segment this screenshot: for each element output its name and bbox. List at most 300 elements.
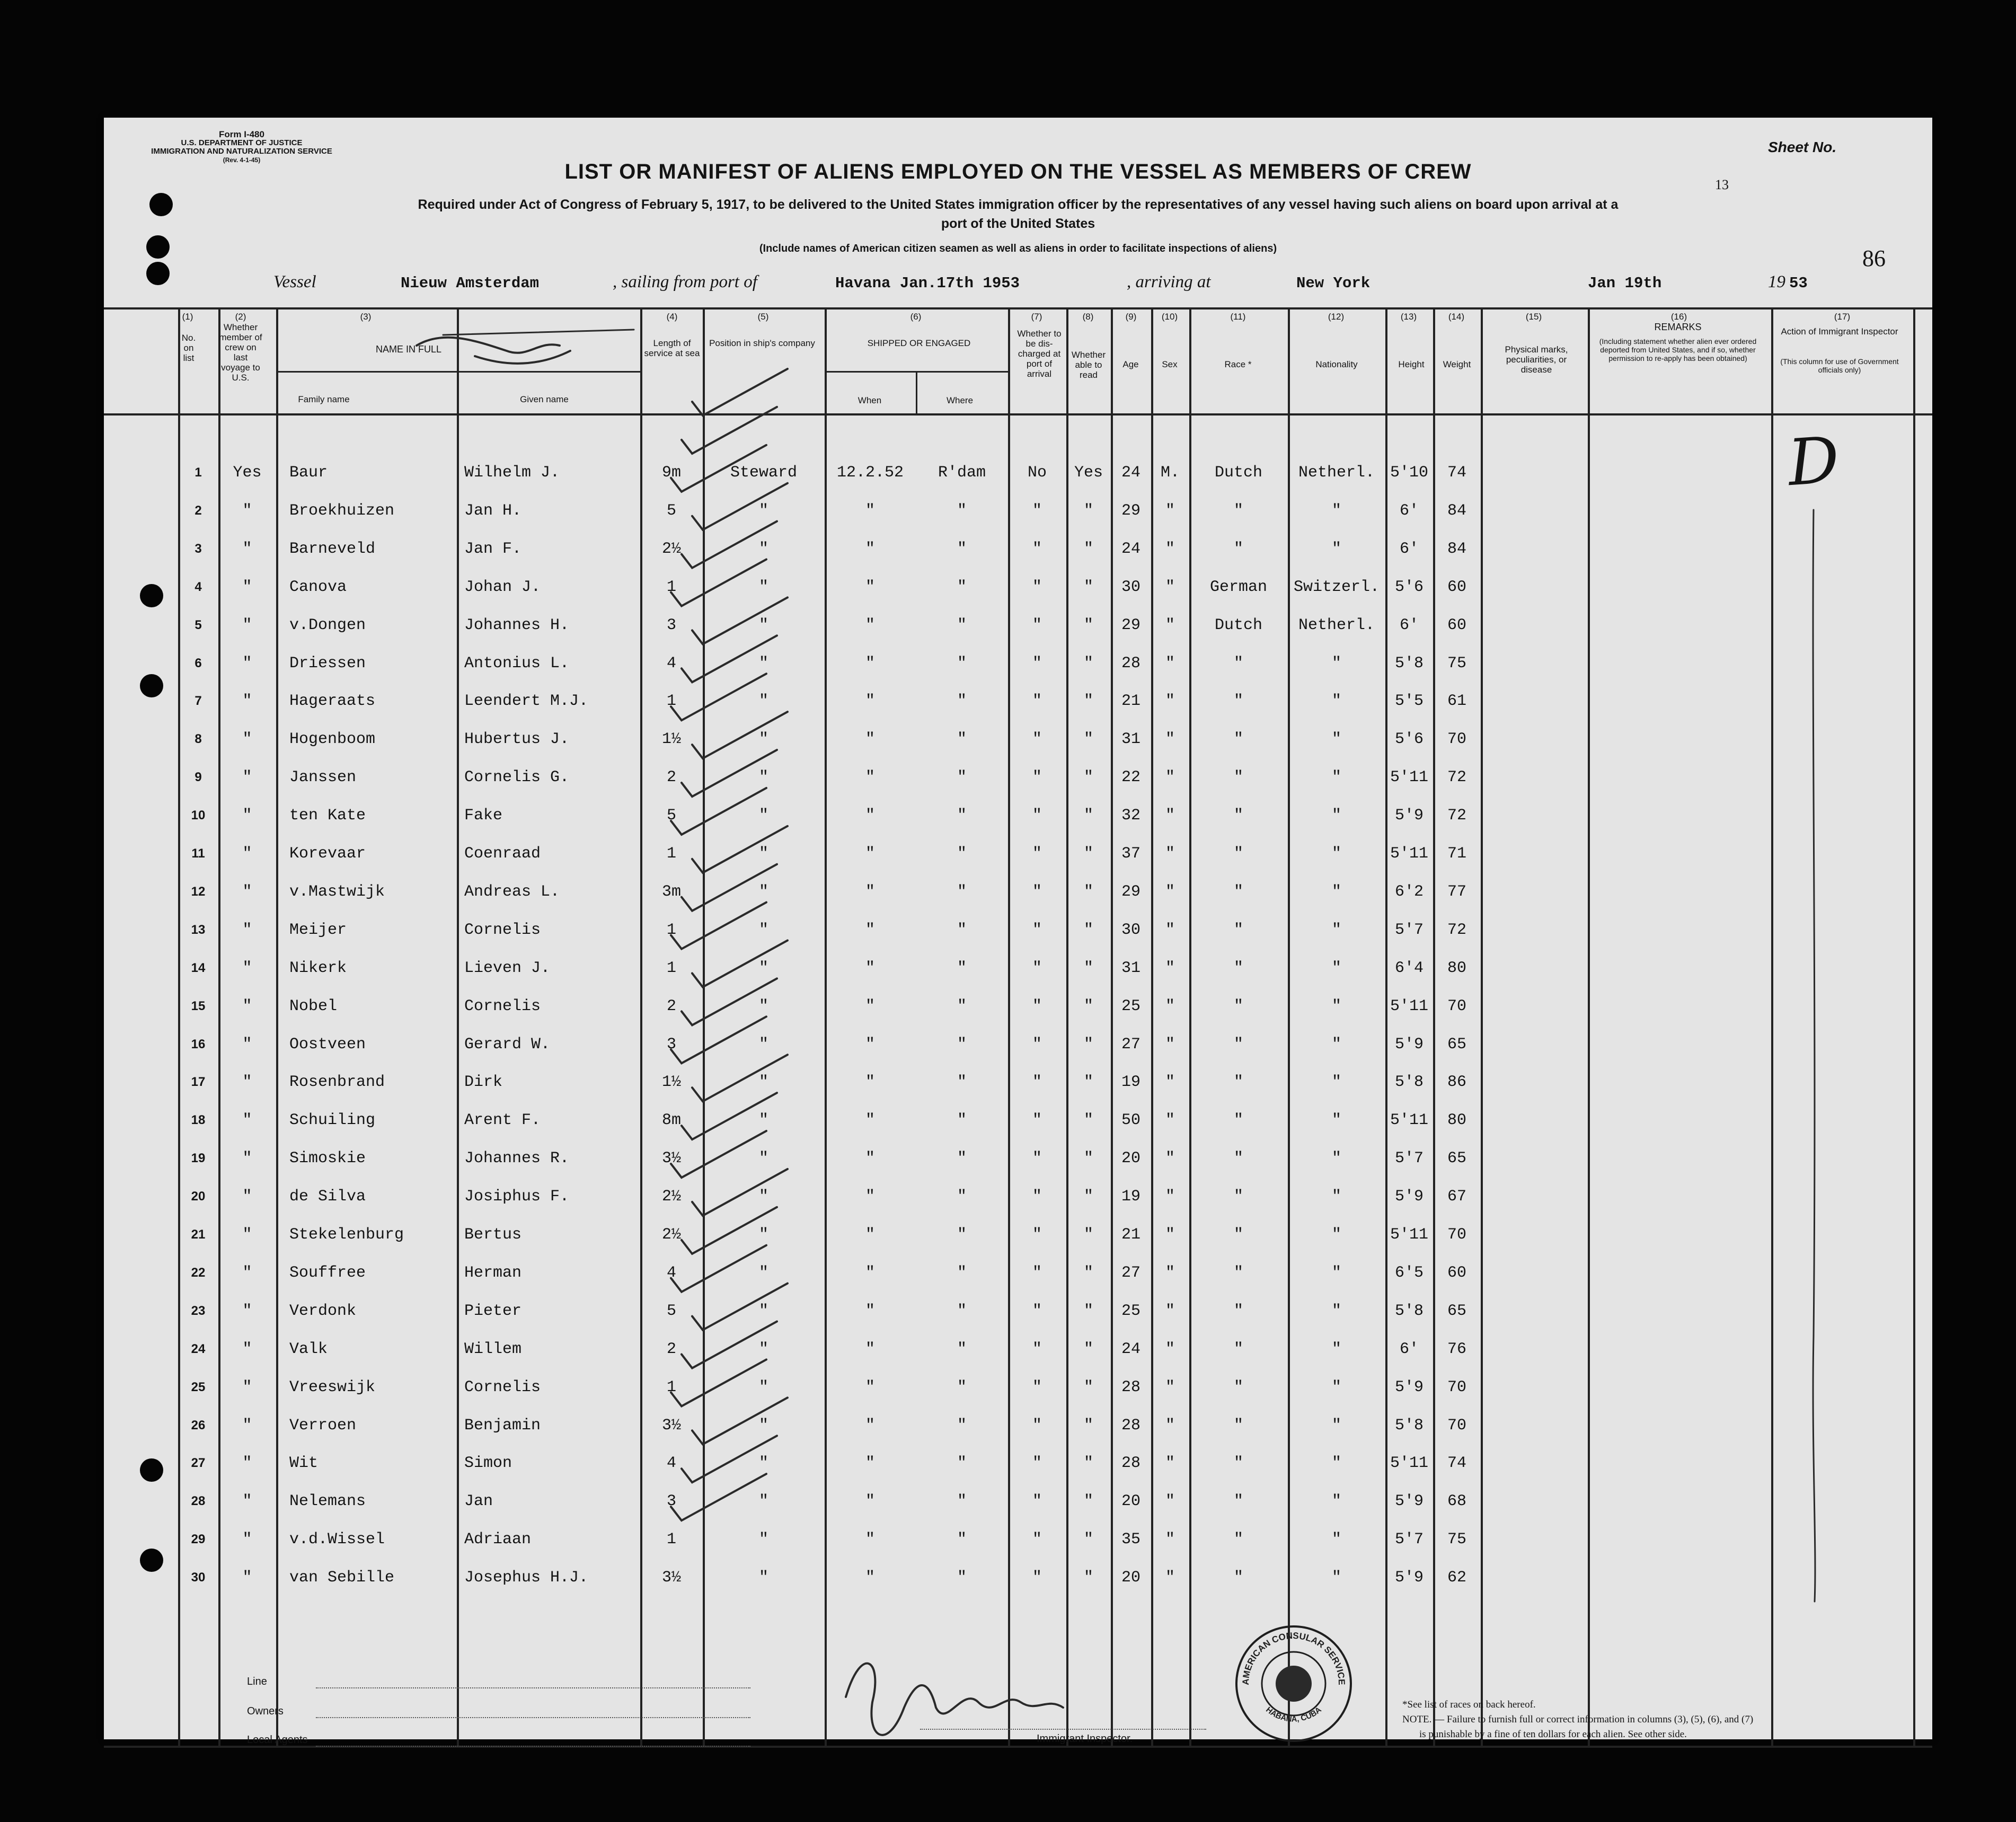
cell-where: " bbox=[957, 1263, 967, 1282]
cell-weight: 74 bbox=[1447, 464, 1466, 482]
manifest-subtitle-2: port of the United States bbox=[941, 216, 1095, 231]
header-nationality: Nationality bbox=[1315, 359, 1358, 369]
cell-read: " bbox=[1083, 1149, 1093, 1168]
cell-where: " bbox=[957, 654, 967, 673]
cell-read: " bbox=[1083, 997, 1093, 1015]
cell-race: " bbox=[1233, 1302, 1243, 1320]
cell-when: " bbox=[865, 882, 875, 901]
cell-when: " bbox=[865, 1302, 875, 1320]
cell-when: " bbox=[865, 997, 875, 1015]
cell-discharged: " bbox=[1032, 1302, 1042, 1320]
table-row bbox=[104, 797, 1932, 835]
cell-age: 37 bbox=[1121, 845, 1140, 863]
column-number: (6) bbox=[910, 312, 922, 322]
table-row bbox=[104, 644, 1932, 683]
cell-weight: 75 bbox=[1447, 1531, 1466, 1549]
cell-position: " bbox=[758, 692, 768, 711]
cell-where: " bbox=[957, 501, 967, 520]
cell-family: Rosenbrand bbox=[289, 1073, 385, 1092]
cell-height: 5'8 bbox=[1394, 1302, 1423, 1320]
cell-discharged: " bbox=[1032, 1416, 1042, 1435]
manifest-title: LIST OR MANIFEST OF ALIENS EMPLOYED ON THE VESSEL AS MEMBERS OF CREW bbox=[564, 160, 1472, 183]
cell-weight: 65 bbox=[1447, 1149, 1466, 1168]
cell-nationality: " bbox=[1331, 1149, 1341, 1168]
cell-nationality: " bbox=[1331, 501, 1341, 520]
cell-race: " bbox=[1233, 921, 1243, 939]
cell-height: 5'7 bbox=[1394, 1531, 1423, 1549]
cell-crew: " bbox=[242, 1111, 252, 1130]
table-row bbox=[104, 1101, 1932, 1139]
cell-weight: 72 bbox=[1447, 768, 1466, 787]
cell-crew: " bbox=[242, 1531, 252, 1549]
header-age: Age bbox=[1122, 359, 1139, 369]
cell-position: " bbox=[758, 1263, 768, 1282]
cell-given: Jan bbox=[464, 1492, 493, 1511]
cell-crew: " bbox=[242, 730, 252, 749]
header-remarks: REMARKS bbox=[1654, 322, 1702, 332]
cell-race: " bbox=[1233, 807, 1243, 825]
header-sex: Sex bbox=[1162, 359, 1178, 369]
cell-where: " bbox=[957, 692, 967, 711]
cell-family: Verroen bbox=[289, 1416, 357, 1435]
cell-no: 11 bbox=[191, 846, 205, 861]
cell-position: " bbox=[758, 1149, 768, 1168]
cell-race: " bbox=[1233, 1149, 1243, 1168]
column-number: (5) bbox=[757, 312, 769, 322]
cell-read: " bbox=[1083, 1111, 1093, 1130]
cell-weight: 80 bbox=[1447, 1111, 1466, 1130]
cell-no: 14 bbox=[191, 960, 206, 975]
cell-nationality: " bbox=[1331, 1454, 1341, 1473]
cell-read: " bbox=[1083, 616, 1093, 634]
cell-height: 5'9 bbox=[1394, 1492, 1423, 1511]
cell-family: v.Dongen bbox=[289, 616, 366, 634]
cell-age: 29 bbox=[1121, 616, 1140, 634]
cell-nationality: Netherl. bbox=[1298, 616, 1375, 634]
header-when: When bbox=[857, 395, 882, 405]
cell-service: 5 bbox=[666, 1302, 676, 1320]
cell-nationality: " bbox=[1331, 997, 1341, 1015]
cell-given: Willem bbox=[464, 1340, 522, 1358]
cell-where: " bbox=[957, 730, 967, 749]
cell-sex: " bbox=[1165, 1569, 1175, 1587]
cell-no: 3 bbox=[194, 541, 202, 556]
table-row bbox=[104, 530, 1932, 568]
cell-age: 21 bbox=[1121, 1226, 1140, 1244]
cell-height: 5'9 bbox=[1394, 1569, 1423, 1587]
column-number: (4) bbox=[666, 312, 678, 322]
subcolumn-divider bbox=[916, 371, 917, 415]
cell-crew: " bbox=[242, 1340, 252, 1358]
page-number: 86 bbox=[1862, 245, 1886, 271]
cell-no: 13 bbox=[191, 922, 206, 937]
cell-sex: " bbox=[1165, 1226, 1175, 1244]
cell-where: " bbox=[957, 1035, 967, 1054]
cell-nationality: " bbox=[1331, 730, 1341, 749]
table-row bbox=[104, 1559, 1932, 1597]
cell-given: Leendert M.J. bbox=[464, 692, 589, 711]
cell-no: 16 bbox=[191, 1037, 206, 1051]
cell-service: 3 bbox=[666, 1492, 676, 1511]
cell-race: " bbox=[1233, 1531, 1243, 1549]
cell-height: 5'8 bbox=[1394, 1416, 1423, 1435]
cell-discharged: " bbox=[1032, 1454, 1042, 1473]
header-able-to-read: Whether able to read bbox=[1071, 350, 1106, 380]
cell-crew: Yes bbox=[233, 464, 262, 482]
cell-height: 5'8 bbox=[1394, 1073, 1423, 1092]
cell-height: 6' bbox=[1399, 501, 1419, 520]
note-line-2: is punishable by a fine of ten dollars for each alien. See other side. bbox=[1419, 1729, 1687, 1740]
cell-discharged: " bbox=[1032, 768, 1042, 787]
cell-discharged: " bbox=[1032, 845, 1042, 863]
column-number: (3) bbox=[360, 312, 372, 322]
cell-age: 28 bbox=[1121, 1378, 1140, 1396]
cell-sex: " bbox=[1165, 1492, 1175, 1511]
cell-where: " bbox=[957, 959, 967, 977]
cell-service: 2 bbox=[666, 768, 676, 787]
cell-position: " bbox=[758, 1111, 768, 1130]
header-given-name: Given name bbox=[520, 394, 569, 404]
cell-where: " bbox=[957, 921, 967, 939]
cell-sex: " bbox=[1165, 654, 1175, 673]
cell-family: Baur bbox=[289, 464, 328, 482]
cell-when: " bbox=[865, 1492, 875, 1511]
cell-position: " bbox=[758, 654, 768, 673]
cell-discharged: " bbox=[1032, 730, 1042, 749]
cell-nationality: " bbox=[1331, 1073, 1341, 1092]
agents-field bbox=[316, 1746, 750, 1747]
cell-nationality: " bbox=[1331, 1531, 1341, 1549]
cell-given: Cornelis bbox=[464, 1378, 541, 1396]
cell-no: 8 bbox=[194, 732, 202, 747]
cell-service: 1 bbox=[666, 845, 676, 863]
cell-no: 5 bbox=[194, 617, 202, 632]
header-inspector-note: (This column for use of Government officials only) bbox=[1780, 357, 1899, 374]
cell-age: 24 bbox=[1121, 539, 1140, 558]
cell-position: " bbox=[758, 921, 768, 939]
cell-position: " bbox=[758, 807, 768, 825]
cell-age: 19 bbox=[1121, 1188, 1140, 1206]
header-discharged: Whether to be dis-charged at port of arrival bbox=[1017, 329, 1062, 379]
cell-position: " bbox=[758, 1302, 768, 1320]
cell-given: Josephus H.J. bbox=[464, 1569, 589, 1587]
cell-position: " bbox=[758, 1531, 768, 1549]
cell-no: 15 bbox=[191, 998, 206, 1013]
cell-weight: 72 bbox=[1447, 807, 1466, 825]
cell-service: 5 bbox=[666, 807, 676, 825]
cell-nationality: " bbox=[1331, 692, 1341, 711]
cell-discharged: " bbox=[1032, 578, 1042, 596]
cell-where: " bbox=[957, 1378, 967, 1396]
cell-service: 2 bbox=[666, 997, 676, 1015]
header-bottom-border bbox=[104, 413, 1932, 415]
cell-discharged: " bbox=[1032, 807, 1042, 825]
cell-sex: " bbox=[1165, 1302, 1175, 1320]
cell-nationality: " bbox=[1331, 1188, 1341, 1206]
cell-height: 5'9 bbox=[1394, 1378, 1423, 1396]
sheet-label: Sheet No. bbox=[1768, 139, 1837, 155]
manifest-subtitle: Required under Act of Congress of February 5, 1917, to be delivered to the United States immigration officer by the representatives of any vessel having such aliens on board upon arrival at a bbox=[418, 197, 1619, 212]
cell-weight: 70 bbox=[1447, 1416, 1466, 1435]
cell-nationality: " bbox=[1331, 1378, 1341, 1396]
cell-family: Broekhuizen bbox=[289, 501, 395, 520]
cell-crew: " bbox=[242, 959, 252, 977]
cell-age: 21 bbox=[1121, 692, 1140, 711]
table-row bbox=[104, 758, 1932, 797]
cell-given: Johan J. bbox=[464, 578, 541, 596]
cell-race: " bbox=[1233, 1416, 1243, 1435]
cell-read: " bbox=[1083, 654, 1093, 673]
cell-race: " bbox=[1233, 692, 1243, 711]
owners-field bbox=[316, 1717, 750, 1718]
table-row bbox=[104, 720, 1932, 758]
cell-weight: 61 bbox=[1447, 692, 1466, 711]
cell-read: " bbox=[1083, 539, 1093, 558]
cell-read: " bbox=[1083, 1531, 1093, 1549]
table-row bbox=[104, 1330, 1932, 1368]
cell-service: 1½ bbox=[661, 1073, 681, 1092]
cell-service: 5 bbox=[666, 501, 676, 520]
cell-race: " bbox=[1233, 1569, 1243, 1587]
cell-service: 1½ bbox=[661, 730, 681, 749]
cell-sex: " bbox=[1165, 1531, 1175, 1549]
cell-read: " bbox=[1083, 921, 1093, 939]
cell-nationality: " bbox=[1331, 1416, 1341, 1435]
cell-position: " bbox=[758, 1035, 768, 1054]
cell-sex: " bbox=[1165, 616, 1175, 634]
cell-service: 2½ bbox=[661, 1188, 681, 1206]
cell-family: Hogenboom bbox=[289, 730, 376, 749]
cell-sex: " bbox=[1165, 959, 1175, 977]
cell-when: " bbox=[865, 1263, 875, 1282]
cell-sex: " bbox=[1165, 1035, 1175, 1054]
cell-sex: " bbox=[1165, 768, 1175, 787]
cell-sex: " bbox=[1165, 807, 1175, 825]
arriving-label: , arriving at bbox=[1127, 272, 1211, 291]
cell-race: " bbox=[1233, 1263, 1243, 1282]
cell-race: " bbox=[1233, 1378, 1243, 1396]
cell-read: " bbox=[1083, 1416, 1093, 1435]
cell-service: 3 bbox=[666, 1035, 676, 1054]
cell-crew: " bbox=[242, 501, 252, 520]
table-row bbox=[104, 682, 1932, 720]
header-length-of-service: Length of service at sea bbox=[644, 338, 700, 358]
cell-when: " bbox=[865, 1416, 875, 1435]
cell-position: " bbox=[758, 1416, 768, 1435]
cell-given: Pieter bbox=[464, 1302, 522, 1320]
cell-when: " bbox=[865, 807, 875, 825]
cell-position: " bbox=[758, 1188, 768, 1206]
cell-weight: 84 bbox=[1447, 501, 1466, 520]
cell-read: " bbox=[1083, 501, 1093, 520]
cell-when: " bbox=[865, 539, 875, 558]
cell-family: v.d.Wissel bbox=[289, 1531, 385, 1549]
cell-family: Valk bbox=[289, 1340, 328, 1358]
cell-race: Dutch bbox=[1214, 464, 1262, 482]
cell-discharged: " bbox=[1032, 1111, 1042, 1130]
header-height: Height bbox=[1398, 359, 1425, 369]
cell-nationality: " bbox=[1331, 768, 1341, 787]
cell-no: 6 bbox=[194, 656, 202, 670]
cell-age: 30 bbox=[1121, 578, 1140, 596]
cell-age: 29 bbox=[1121, 882, 1140, 901]
cell-read: " bbox=[1083, 1263, 1093, 1282]
cell-read: " bbox=[1083, 1302, 1093, 1320]
cell-weight: 86 bbox=[1447, 1073, 1466, 1092]
cell-nationality: " bbox=[1331, 1263, 1341, 1282]
cell-age: 35 bbox=[1121, 1531, 1140, 1549]
cell-no: 30 bbox=[191, 1570, 206, 1585]
cell-read: " bbox=[1083, 730, 1093, 749]
cell-family: Simoskie bbox=[289, 1149, 366, 1168]
cell-sex: " bbox=[1165, 501, 1175, 520]
cell-where: R'dam bbox=[938, 464, 986, 482]
cell-weight: 60 bbox=[1447, 616, 1466, 634]
cell-race: " bbox=[1233, 501, 1243, 520]
cell-sex: " bbox=[1165, 578, 1175, 596]
cell-weight: 65 bbox=[1447, 1302, 1466, 1320]
cell-height: 5'11 bbox=[1390, 1111, 1428, 1130]
cell-service: 2½ bbox=[661, 539, 681, 558]
cell-crew: " bbox=[242, 578, 252, 596]
cell-service: 3½ bbox=[661, 1569, 681, 1587]
cell-read: " bbox=[1083, 1073, 1093, 1092]
cell-age: 20 bbox=[1121, 1492, 1140, 1511]
cell-position: " bbox=[758, 959, 768, 977]
cell-given: Andreas L. bbox=[464, 882, 560, 901]
cell-when: " bbox=[865, 616, 875, 634]
column-number: (16) bbox=[1670, 312, 1687, 322]
cell-position: " bbox=[758, 1378, 768, 1396]
cell-when: " bbox=[865, 1226, 875, 1244]
header-name-in-full: NAME IN FULL bbox=[375, 344, 442, 355]
inspector-signature-line bbox=[920, 1729, 1206, 1730]
cell-race: " bbox=[1233, 539, 1243, 558]
cell-no: 18 bbox=[191, 1113, 206, 1128]
cell-age: 50 bbox=[1121, 1111, 1140, 1130]
cell-crew: " bbox=[242, 1492, 252, 1511]
table-row bbox=[104, 873, 1932, 911]
header-inspector-action: Action of Immigrant Inspector bbox=[1781, 326, 1898, 337]
table-row bbox=[104, 987, 1932, 1025]
cell-crew: " bbox=[242, 1378, 252, 1396]
owners-label: Owners bbox=[247, 1705, 284, 1717]
table-row bbox=[104, 1063, 1932, 1101]
cell-sex: " bbox=[1165, 1378, 1175, 1396]
cell-discharged: " bbox=[1032, 1378, 1042, 1396]
crew-table bbox=[104, 307, 1932, 1745]
table-row bbox=[104, 949, 1932, 987]
cell-nationality: " bbox=[1331, 1302, 1341, 1320]
cell-sex: " bbox=[1165, 1111, 1175, 1130]
cell-where: " bbox=[957, 1569, 967, 1587]
cell-read: " bbox=[1083, 807, 1093, 825]
table-row bbox=[104, 568, 1932, 606]
column-number: (12) bbox=[1328, 312, 1345, 322]
cell-age: 25 bbox=[1121, 1302, 1140, 1320]
cell-crew: " bbox=[242, 921, 252, 939]
form-id-block bbox=[146, 130, 337, 164]
cell-where: " bbox=[957, 1492, 967, 1511]
cell-height: 6' bbox=[1399, 616, 1419, 634]
cell-race: " bbox=[1233, 1035, 1243, 1054]
cell-height: 5'9 bbox=[1394, 1188, 1423, 1206]
cell-family: Hageraats bbox=[289, 692, 376, 711]
cell-age: 20 bbox=[1121, 1569, 1140, 1587]
cell-age: 24 bbox=[1121, 464, 1140, 482]
header-family-name: Family name bbox=[298, 394, 350, 404]
cell-read: " bbox=[1083, 959, 1093, 977]
table-row bbox=[104, 911, 1932, 949]
cell-when: " bbox=[865, 768, 875, 787]
cell-service: 2½ bbox=[661, 1226, 681, 1244]
stamp-top-text: AMERICAN CONSULAR SERVICE bbox=[1240, 1630, 1347, 1685]
cell-crew: " bbox=[242, 654, 252, 673]
cell-discharged: " bbox=[1032, 1226, 1042, 1244]
cell-weight: 71 bbox=[1447, 845, 1466, 863]
cell-age: 28 bbox=[1121, 654, 1140, 673]
cell-when: " bbox=[865, 1073, 875, 1092]
arrival-date: Jan 19th bbox=[1588, 275, 1662, 292]
cell-discharged: " bbox=[1032, 1569, 1042, 1587]
form-number: Form I-480 bbox=[219, 129, 264, 139]
cell-weight: 70 bbox=[1447, 730, 1466, 749]
cell-position: " bbox=[758, 1454, 768, 1473]
cell-when: " bbox=[865, 959, 875, 977]
cell-family: Nelemans bbox=[289, 1492, 366, 1511]
cell-age: 32 bbox=[1121, 807, 1140, 825]
cell-service: 1 bbox=[666, 1378, 676, 1396]
cell-sex: " bbox=[1165, 1263, 1175, 1282]
cell-nationality: Switzerl. bbox=[1293, 578, 1380, 596]
stamp-bottom-text: HABANA, CUBA bbox=[1264, 1705, 1323, 1724]
cell-race: " bbox=[1233, 997, 1243, 1015]
cell-race: " bbox=[1233, 882, 1243, 901]
cell-nationality: " bbox=[1331, 1226, 1341, 1244]
cell-weight: 80 bbox=[1447, 959, 1466, 977]
cell-discharged: " bbox=[1032, 654, 1042, 673]
cell-weight: 70 bbox=[1447, 997, 1466, 1015]
cell-sex: " bbox=[1165, 845, 1175, 863]
cell-family: Janssen bbox=[289, 768, 357, 787]
cell-given: Antonius L. bbox=[464, 654, 570, 673]
table-row bbox=[104, 492, 1932, 530]
cell-crew: " bbox=[242, 1263, 252, 1282]
shipped-header-divider bbox=[825, 371, 1008, 373]
cell-race: " bbox=[1233, 1111, 1243, 1130]
cell-no: 2 bbox=[194, 503, 202, 518]
cell-race: " bbox=[1233, 959, 1243, 977]
line-field bbox=[316, 1687, 750, 1688]
manifest-instructions: (Include names of American citizen seamen as well as aliens in order to facilitate inspections of aliens) bbox=[759, 243, 1277, 254]
cell-age: 25 bbox=[1121, 997, 1140, 1015]
sheet-mark: 13 bbox=[1715, 177, 1729, 192]
cell-given: Benjamin bbox=[464, 1416, 541, 1435]
cell-weight: 72 bbox=[1447, 921, 1466, 939]
cell-family: Verdonk bbox=[289, 1302, 357, 1320]
cell-nationality: Netherl. bbox=[1298, 464, 1375, 482]
cell-nationality: " bbox=[1331, 1035, 1341, 1054]
name-header-divider bbox=[276, 371, 641, 373]
arriving-port: New York bbox=[1296, 275, 1370, 292]
cell-where: " bbox=[957, 1531, 967, 1549]
cell-read: " bbox=[1083, 1454, 1093, 1473]
cell-discharged: " bbox=[1032, 882, 1042, 901]
cell-where: " bbox=[957, 578, 967, 596]
cell-service: 4 bbox=[666, 654, 676, 673]
cell-no: 20 bbox=[191, 1189, 206, 1204]
cell-sex: " bbox=[1165, 882, 1175, 901]
